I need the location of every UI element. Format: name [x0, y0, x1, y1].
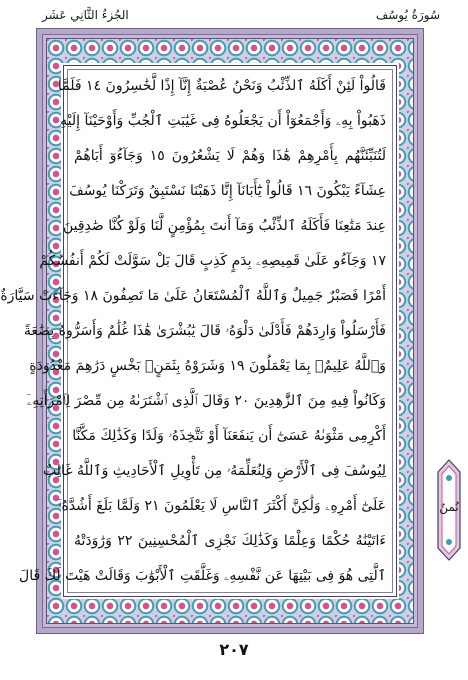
verse-line-9: وَٱللَّهُ عَلِيمٌۢ بِمَا يَعْمَلُونَ ١٩ وَشَرَوْهُ بِثَمَنٍۭ بَخْسٍ دَرَٰهِمَ مَعْدُودَةٍ: [29, 358, 386, 374]
verse-lines: [0, 76, 387, 586]
page-number: ٢٠٧: [219, 640, 249, 659]
juz-header: الجُزءُ الثَّانِي عَشَر: [42, 8, 129, 22]
verse-line-13: عَلَىٰٓ أَمْرِهِۦ وَلَٰكِنَّ أَكْثَرَ ٱلنَّاسِ لَا يَعْلَمُونَ ٢١ وَلَمَّا بَلَغَ أَشُدَّهُۥٓ: [58, 498, 386, 514]
verse-line-2: ذَهَبُواْ بِهِۦ وَأَجْمَعُوٓاْ أَن يَجْعَلُوهُ فِى غَيَٰبَتِ ٱلْجُبِّ وَأَوْحَيْنَآ إِلَيْهِ: [60, 113, 386, 129]
verse-line-7: أَمْرًا فَصَبْرٌ جَمِيلٌ وَٱللَّهُ ٱلْمُسْتَعَانُ عَلَىٰ مَا تَصِفُونَ ١٨ وَجَآءَتْ سَيَّارَةٌ: [0, 288, 386, 304]
verse-line-14: ءَاتَيْنَٰهُ حُكْمًا وَعِلْمًا وَكَذَٰلِكَ نَجْزِى ٱلْمُحْسِنِينَ ٢٢ وَرَٰوَدَتْهُ: [74, 533, 387, 549]
verse-line-10: وَكَانُواْ فِيهِ مِنَ ٱلزَّٰهِدِينَ ٢٠ وَقَالَ ٱلَّذِى ٱشْتَرَىٰهُ مِن مِّصْرَ لِٱمْرَأَتِهِۦٓ: [26, 393, 386, 409]
verse-line-8: فَأَرْسَلُواْ وَارِدَهُمْ فَأَدْلَىٰ دَلْوَهُۥ قَالَ يَٰبُشْرَىٰ هَٰذَا غُلَٰمٌ وَأَسَرُّوهُ بِضَٰعَةً: [23, 323, 386, 339]
verse-line-1: قَالُواْ لَئِنْ أَكَلَهُ ٱلذِّئْبُ وَنَحْنُ عُصْبَةٌ إِنَّآ إِذًا لَّخَٰسِرُونَ ١٤ فَلَمَّا: [57, 78, 386, 94]
verse-line-6: ١٧ وَجَآءُو عَلَىٰ قَمِيصِهِۦ بِدَمٍ كَذِبٍ قَالَ بَلْ سَوَّلَتْ لَكُمْ أَنفُسُكُمْ: [39, 253, 386, 269]
verse-line-4: عِشَآءً يَبْكُونَ ١٦ قَالُواْ يَٰٓأَبَانَآ إِنَّا ذَهَبْنَا نَسْتَبِقُ وَتَرَكْنَا يُوسُفَ: [69, 183, 386, 199]
hizb-marker: [434, 458, 464, 562]
verse-line-12: لِيُوسُفَ فِى ٱلْأَرْضِ وَلِنُعَلِّمَهُۥ مِن تَأْوِيلِ ٱلْأَحَادِيثِ وَٱللَّهُ غَالِبٌ: [42, 463, 386, 479]
verse-line-11: أَكْرِمِى مَثْوَىٰهُ عَسَىٰٓ أَن يَنفَعَنَآ أَوْ نَتَّخِذَهُۥ وَلَدًا وَكَذَٰلِكَ مَكَّنَّا: [72, 428, 386, 444]
quran-text-panel: [0, 65, 397, 597]
verse-line-15: ٱلَّتِى هُوَ فِى بَيْتِهَا عَن نَّفْسِهِۦ وَغَلَّقَتِ ٱلْأَبْوَٰبَ وَقَالَتْ هَيْتَ لَكَ قَالَ: [19, 568, 386, 584]
hizb-label: نُمنٌ: [439, 500, 459, 514]
verse-line-3: لَتُنَبِّئَنَّهُم بِأَمْرِهِمْ هَٰذَا وَهُمْ لَا يَشْعُرُونَ ١٥ وَجَآءُوٓ أَبَاهُمْ: [74, 148, 386, 164]
ornamental-frame: [0, 28, 424, 634]
verse-line-5: عِندَ مَتَٰعِنَا فَأَكَلَهُ ٱلذِّئْبُ وَمَآ أَنتَ بِمُؤْمِنٍ لَّنَا وَلَوْ كُنَّا صَٰدِقِينَ: [62, 218, 386, 234]
surah-header: سُورَةُ يُوسُف: [375, 8, 440, 22]
